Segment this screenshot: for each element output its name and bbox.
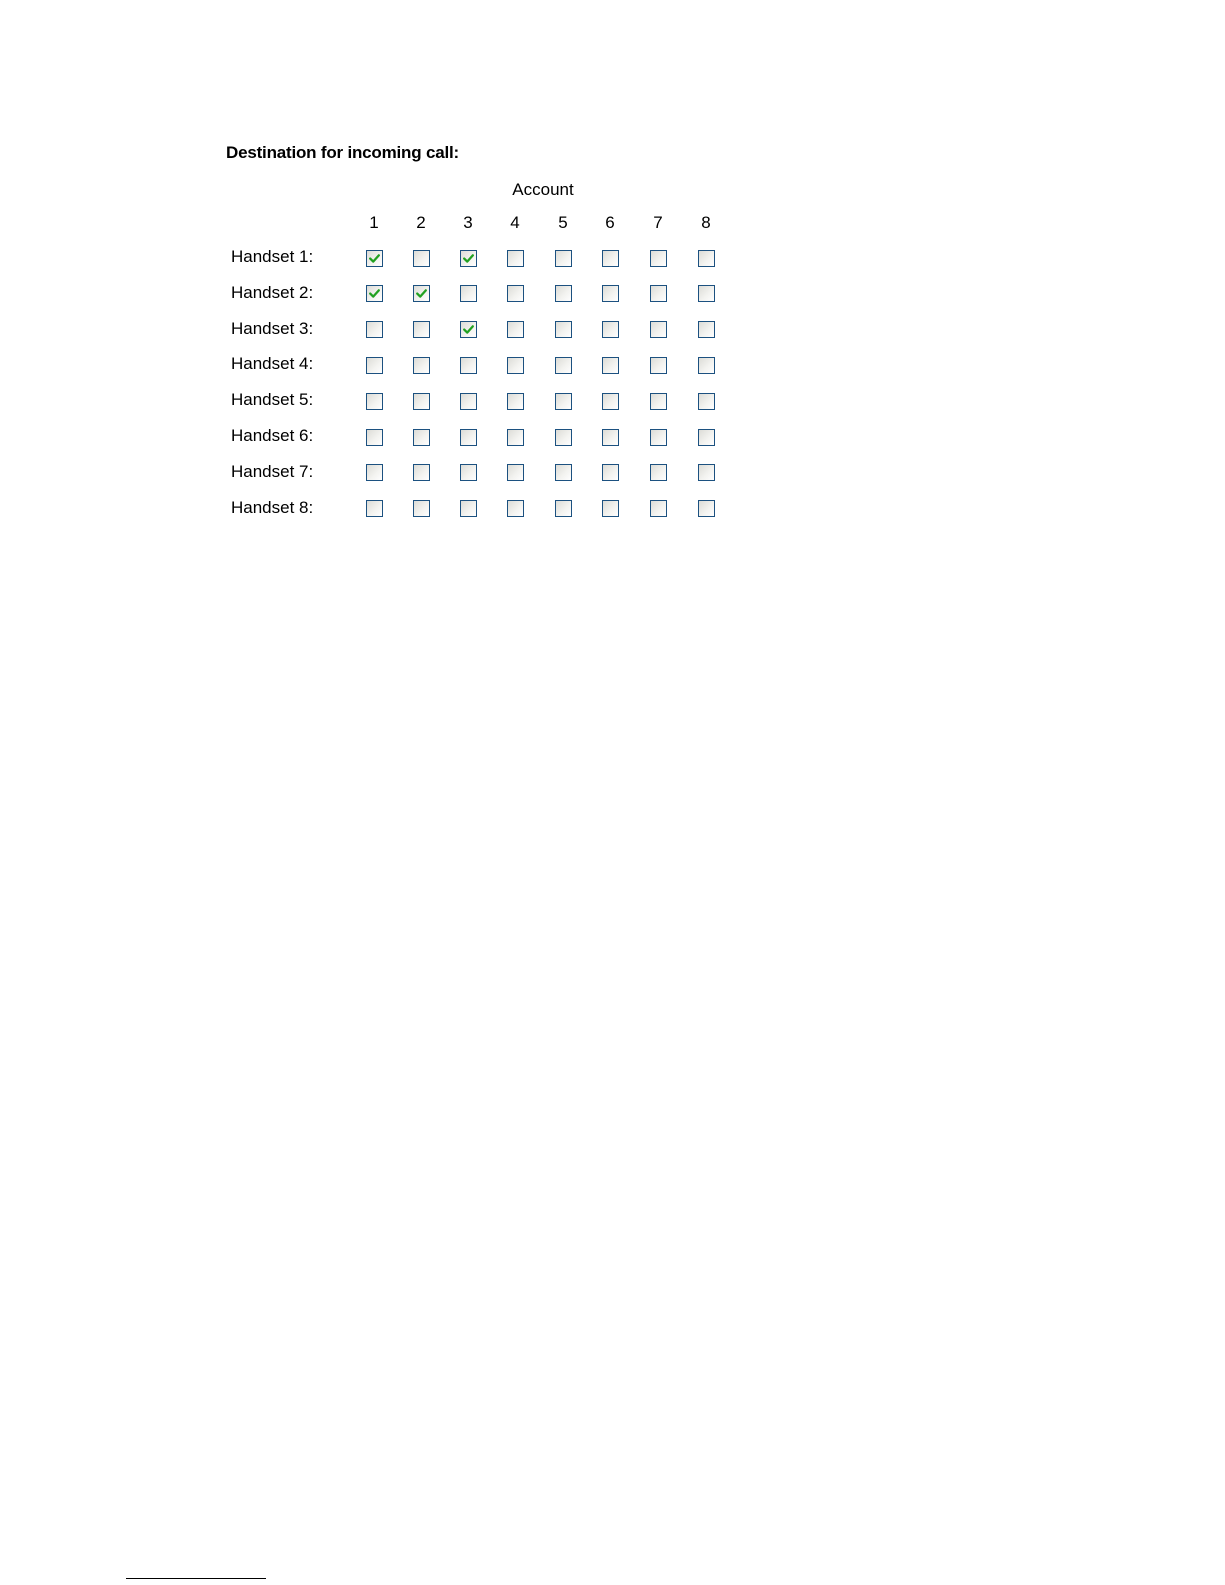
handset-8-account-5-checkbox[interactable] [555, 500, 572, 517]
checkmark-icon [368, 252, 381, 265]
account-column-header: Account [512, 180, 574, 199]
handset-6-account-8-checkbox[interactable] [698, 429, 715, 446]
handset-4-account-3-checkbox[interactable] [460, 357, 477, 374]
handset-3-account-8-checkbox[interactable] [698, 321, 715, 338]
account-column-number: 8 [701, 213, 711, 232]
handset-1-account-8-checkbox[interactable] [698, 250, 715, 267]
account-column-number: 6 [605, 213, 615, 232]
handset-6-account-3-checkbox[interactable] [460, 429, 477, 446]
account-column-number: 1 [369, 213, 379, 232]
handset-3-account-3-checkbox[interactable] [460, 321, 477, 338]
handset-5-account-3-checkbox[interactable] [460, 393, 477, 410]
handset-5-account-7-checkbox[interactable] [650, 393, 667, 410]
handset-4-account-8-checkbox[interactable] [698, 357, 715, 374]
handset-2-account-4-checkbox[interactable] [507, 285, 524, 302]
checkmark-icon [462, 252, 475, 265]
handset-2-account-1-checkbox[interactable] [366, 285, 383, 302]
handset-4-account-7-checkbox[interactable] [650, 357, 667, 374]
handset-2-account-8-checkbox[interactable] [698, 285, 715, 302]
handset-7-account-1-checkbox[interactable] [366, 464, 383, 481]
handset-1-account-2-checkbox[interactable] [413, 250, 430, 267]
account-column-number: 3 [463, 213, 473, 232]
handset-row-label: Handset 2: [231, 282, 314, 302]
handset-7-account-2-checkbox[interactable] [413, 464, 430, 481]
handset-7-account-4-checkbox[interactable] [507, 464, 524, 481]
checkmark-icon [368, 287, 381, 300]
handset-3-account-1-checkbox[interactable] [366, 321, 383, 338]
handset-8-account-2-checkbox[interactable] [413, 500, 430, 517]
handset-2-account-7-checkbox[interactable] [650, 285, 667, 302]
account-column-number: 7 [653, 213, 663, 232]
handset-3-account-7-checkbox[interactable] [650, 321, 667, 338]
handset-5-account-6-checkbox[interactable] [602, 393, 619, 410]
handset-6-account-5-checkbox[interactable] [555, 429, 572, 446]
handset-7-account-8-checkbox[interactable] [698, 464, 715, 481]
handset-row-label: Handset 1: [231, 247, 314, 266]
section-title: Destination for incoming call: [226, 143, 459, 162]
handset-4-account-6-checkbox[interactable] [602, 357, 619, 374]
handset-1-account-4-checkbox[interactable] [507, 250, 524, 267]
handset-2-account-3-checkbox[interactable] [460, 285, 477, 302]
handset-3-account-4-checkbox[interactable] [507, 321, 524, 338]
handset-row-label: Handset 3: [231, 318, 314, 338]
handset-5-account-5-checkbox[interactable] [555, 393, 572, 410]
handset-8-account-7-checkbox[interactable] [650, 500, 667, 517]
account-column-number: 4 [510, 213, 520, 232]
handset-5-account-8-checkbox[interactable] [698, 393, 715, 410]
handset-7-account-5-checkbox[interactable] [555, 464, 572, 481]
handset-row-label: Handset 6: [231, 426, 314, 445]
handset-4-account-1-checkbox[interactable] [366, 357, 383, 374]
handset-6-account-2-checkbox[interactable] [413, 429, 430, 446]
handset-4-account-2-checkbox[interactable] [413, 357, 430, 374]
handset-8-account-8-checkbox[interactable] [698, 500, 715, 517]
handset-6-account-7-checkbox[interactable] [650, 429, 667, 446]
handset-2-account-6-checkbox[interactable] [602, 285, 619, 302]
handset-1-account-7-checkbox[interactable] [650, 250, 667, 267]
handset-8-account-1-checkbox[interactable] [366, 500, 383, 517]
handset-2-account-2-checkbox[interactable] [413, 285, 430, 302]
handset-6-account-6-checkbox[interactable] [602, 429, 619, 446]
handset-8-account-3-checkbox[interactable] [460, 500, 477, 517]
handset-6-account-4-checkbox[interactable] [507, 429, 524, 446]
handset-5-account-4-checkbox[interactable] [507, 393, 524, 410]
handset-7-account-3-checkbox[interactable] [460, 464, 477, 481]
handset-4-account-5-checkbox[interactable] [555, 357, 572, 374]
handset-6-account-1-checkbox[interactable] [366, 429, 383, 446]
handset-row-label: Handset 7: [231, 461, 314, 481]
handset-1-account-3-checkbox[interactable] [460, 250, 477, 267]
handset-7-account-7-checkbox[interactable] [650, 464, 667, 481]
footnote-separator [126, 1578, 266, 1579]
checkmark-icon [462, 323, 475, 336]
handset-3-account-2-checkbox[interactable] [413, 321, 430, 338]
handset-row-label: Handset 4: [231, 354, 314, 374]
handset-row-label: Handset 8: [231, 497, 314, 517]
account-column-number: 5 [558, 213, 568, 232]
handset-1-account-5-checkbox[interactable] [555, 250, 572, 267]
checkmark-icon [415, 287, 428, 300]
handset-3-account-5-checkbox[interactable] [555, 321, 572, 338]
handset-7-account-6-checkbox[interactable] [602, 464, 619, 481]
handset-8-account-4-checkbox[interactable] [507, 500, 524, 517]
handset-1-account-6-checkbox[interactable] [602, 250, 619, 267]
handset-3-account-6-checkbox[interactable] [602, 321, 619, 338]
account-column-number: 2 [416, 213, 426, 232]
handset-8-account-6-checkbox[interactable] [602, 500, 619, 517]
handset-5-account-2-checkbox[interactable] [413, 393, 430, 410]
handset-5-account-1-checkbox[interactable] [366, 393, 383, 410]
handset-4-account-4-checkbox[interactable] [507, 357, 524, 374]
handset-2-account-5-checkbox[interactable] [555, 285, 572, 302]
handset-1-account-1-checkbox[interactable] [366, 250, 383, 267]
handset-row-label: Handset 5: [231, 390, 314, 410]
